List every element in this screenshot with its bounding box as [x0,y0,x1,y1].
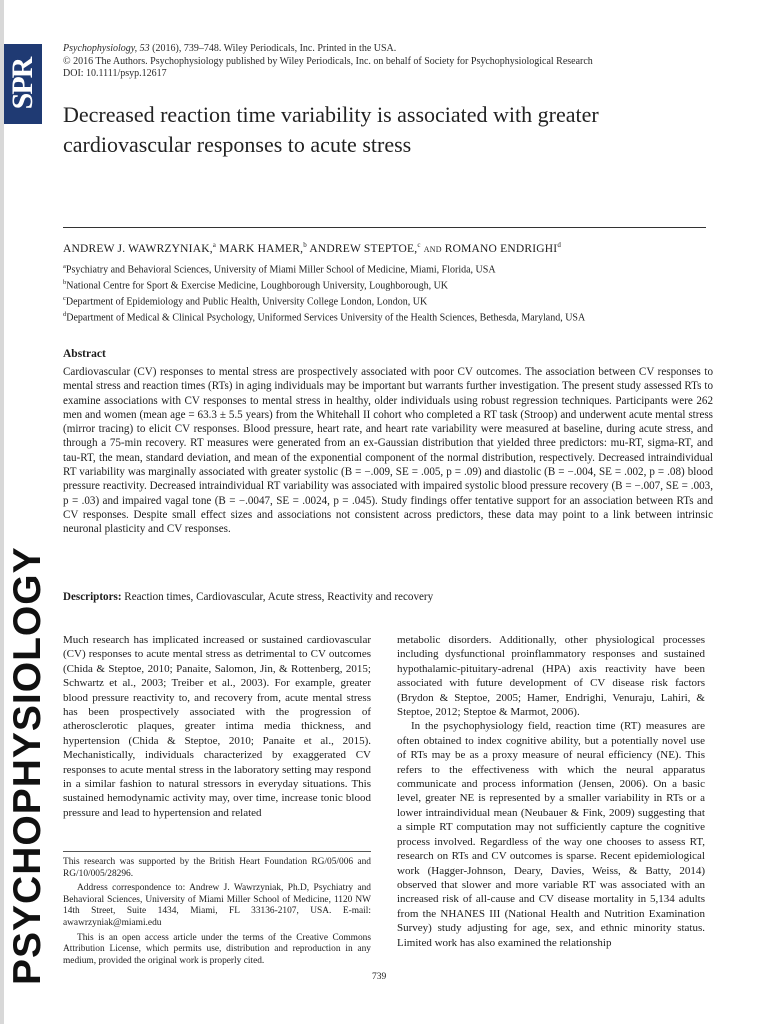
author-name: ANDREW J. WAWRZYNIAK, [63,242,213,255]
body-paragraph: metabolic disorders. Additionally, other physiological processes including dysfunctional proinflammatory responses and sustained hypothalamic-pituitary-adrenal (HPA) axis reactivity have been associated with future development of CV disease risk factors (Brydon & Steptoe, 2005; Hamer, Endrighi, Venuraju, Lahiri, & Steptoe, 2012; Steptoe & Marmot, 2006). [397,634,705,719]
author-name: ANDREW STEPTOE, [309,242,418,255]
author-affil-mark: c [417,241,421,249]
author-affil-mark: a [212,241,217,249]
citation-rest: (2016), 739–748. Wiley Periodicals, Inc. Printed in the USA. [149,43,397,54]
journal-vertical-label: PSYCHOPHYSIOLOGY [6,546,49,985]
body-paragraph: In the psychophysiology field, reaction time (RT) measures are often obtained to index cognitive ability, but a potentially novel use of RTs may be as a proxy measure of neural efficiency (NE). This refers to the effectiveness with which the neural apparatus communicate and process information (Jensen, 2006). On a basic level, greater NE is represented by a smaller variability in RTs or a lower intraindividual mean (Neubauer & Fink, 2009) suggesting that a simple RT computation may not sufficiently capture the cognitive process involved. Regardless of the way one chooses to assess RT, research on RTs and CV outcomes is sparse. Recent epidemiological work (Hagger-Johnson, Deary, Davies, Weiss, & Batty, 2014) observed that slower and more variable RT was associated with an increased risk of all-cause and CV disease mortality in 5,134 adults from the NHANES III (National Health and Nutrition Examination Survey) study adjusting for age, sex, and ethnic minority status. Limited work has also examined the relationship [397,720,705,949]
descriptors-label: Descriptors: [63,591,122,603]
affiliation-list [63,261,713,326]
author-list [63,241,713,255]
journal-citation: Psychophysiology, 53 [63,43,150,54]
descriptors-line [63,591,713,603]
license-note: This is an open access article under the terms of the Creative Commons Attribution License, which permits use, distribution and reproduction in any medium, provided the original work is properly cited. [63,932,371,966]
page-number: 739 [372,972,387,982]
descriptors-text: Reaction times, Cardiovascular, Acute stress, Reactivity and recovery [121,591,434,603]
affiliation [63,261,713,277]
body-column-right [397,633,705,950]
funding-note: This research was supported by the British Heart Foundation RG/05/006 and RG/10/005/28296. [63,857,371,879]
affiliation [63,277,713,293]
affiliation-mark: a [63,263,66,270]
affiliation [63,293,713,309]
body-column-left [63,633,371,820]
journal-header [63,43,703,81]
author-name: ROMANO ENDRIGHI [444,242,558,255]
doi-link[interactable]: DOI: 10.1111/psyp.12617 [63,68,167,79]
affiliation-text: Department of Medical & Clinical Psychology, Uniformed Services University of the Health Sciences, Bethesda, Maryland, USA [66,312,586,324]
logo-letters: SPR [6,58,39,110]
affiliation-mark: c [63,295,66,303]
footnotes [63,857,371,970]
abstract-body [63,365,713,537]
page-edge [0,0,4,1024]
affiliation-text: Psychiatry and Behavioral Sciences, University of Miami Miller School of Medicine, Miami, Florida, USA [65,264,496,276]
affiliation [63,309,713,325]
affiliation-text: National Centre for Sport & Exercise Medicine, Loughborough University, Loughborough, UK [66,280,449,292]
author-conjunction: and [423,242,442,255]
spr-society-logo [4,44,42,124]
article-title: Decreased reaction time variability is associated with greater cardiovascular responses to acute stress [63,102,599,157]
citation-line [63,43,703,56]
abstract-text: Cardiovascular (CV) responses to mental stress are prospectively associated with poor CV outcomes. The association between CV responses to mental stress and reaction times (RTs) in aging individuals may be important but warrants further investigation. The present study assessed RTs to examine associations with CV responses to mental stress in healthy, older individuals using robust regression techniques. Participants were 262 men and women (mean age = 63.3 ± 5.5 years) from the Whitehall II cohort who completed a RT task (Stroop) and underwent acute mental stress (mirror tracing) to elicit CV responses. Blood pressure, heart rate, and heart rate variability were measured at baseline, during acute stress, and through a 75-min recovery. RT measures were generated from an ex-Gaussian distribution that yielded three predictors: mu-RT, sigma-RT, and tau-RT, the mean, standard deviation, and mean of the exponential component of the normal distribution, respectively. Decreased intraindividual RT variability was marginally associated with greater systolic (B = −.009, SE = .005, p = .09) and diastolic (B = −.004, SE = .002, p = .08) blood pressure reactivity. Decreased intraindividual RT variability was associated with impaired systolic blood pressure recovery (B = −.007, SE = .003, p = .03) and impaired vagal tone (B = −.0047, SE = .0024, p = .045). Study findings offer tentative support for an association between RTs and CV responses. Despite small effect sizes and associations not consistent across predictors, these data may point to a link between intrinsic neuronal plasticity and CV responses. [63,366,713,536]
author-affil-mark: d [557,241,562,249]
footnote-divider [63,851,371,852]
affiliation-mark: d [63,311,67,319]
copyright-line: © 2016 The Authors. Psychophysiology published by Wiley Periodicals, Inc. on behalf of Society for Psychophysiological Research [63,55,593,67]
author-affil-mark: b [303,241,307,249]
correspondence-note: Address correspondence to: Andrew J. Wawrzyniak, Ph.D, Psychiatry and Behavioral Sciences, University of Miami Miller School of Medicine, 1120 NW 14th Street, Suite 1434, Miami, FL 33136-2107, USA. E-mail: awawrzyniak@miami.edu [63,883,371,928]
title-divider [63,227,706,228]
affiliation-mark: b [63,279,67,287]
abstract-heading: Abstract [63,348,106,360]
body-paragraph: Much research has implicated increased or sustained cardiovascular (CV) responses to acute mental stress as detrimental to CV outcomes (Chida & Steptoe, 2010; Panaite, Salomon, Jin, & Rottenberg, 2015; Schwartz et al., 2003; Treiber et al., 2003). For example, greater blood pressure reactivity to, and recovery from, acute mental stress has been prospectively associated with the progression of atherosclerotic plaques, greater intima media thickness, and hypertension (Chida & Steptoe, 2010; Panaite et al., 2015). Mechanistically, individuals characterized by exaggerated CV responses to acute mental stress in the laboratory setting may respond in a similar fashion to natural stressors in everyday situations. This sustained hemodynamic activity may, over time, increase tonic blood pressure and lead to hypertension and related [63,634,371,819]
author-name: MARK HAMER, [219,242,304,255]
affiliation-text: Department of Epidemiology and Public Health, University College London, London, UK [65,296,428,308]
